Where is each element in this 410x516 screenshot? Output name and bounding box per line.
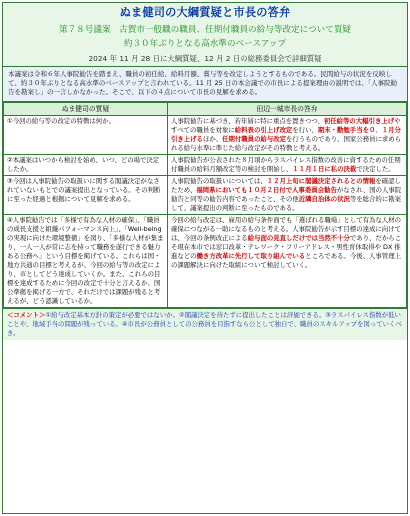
answer-highlight: 初任給等の大幅引き上げ [323, 116, 395, 125]
answer-highlight: １１月１日に私の決裁 [292, 164, 357, 173]
table-row [4, 214, 407, 307]
table-row [4, 175, 407, 214]
answer-text: 人事院勧告の取扱いについては、 [171, 176, 267, 185]
answer-text: ところである。今後、人事管理上の課題解決に向けた取組について検討していく。 [171, 251, 401, 269]
answer-highlight: １２月上旬に閣議決定されるとの情報 [266, 176, 376, 185]
bill-subtitle: 第７８号議案 古賀市一般職の職員、任期付職員の給与等改定について質疑 [58, 25, 352, 35]
answer-highlight: 任期付職員の給与改定 [222, 134, 287, 143]
table-header-row [4, 102, 407, 115]
answer-highlight: 給与面の見直しだけでは当然不十分 [247, 233, 350, 242]
answer-text: を行い、 [292, 125, 318, 134]
answer-text: 等を総合的に勘案して、議案提出の判断に至ったものである。 [171, 194, 401, 212]
page-title: ぬま健司の大綱質疑と市長の答弁 [119, 6, 291, 19]
column-header-answer: 田辺一城市長の答弁 [168, 102, 407, 115]
comment-label: ＜コメント＞ [7, 310, 46, 319]
comment-text: ①給与改定基本方針の策定が必要ではないか。②閣議決定を待たずに提出したことは評価できる。③ラスパイレス指数が低いことや、地域手当の問題が残っている。④市長が公務員としての公務員を目指すなら公として独自で、職員のスキルアップを図っていくべき。 [7, 310, 402, 337]
answer-cell [168, 154, 407, 175]
question-cell: ④人事院勧告では「多様で有為な人材の確保」、「職員の成長支援と組織パフォーマンス向上」、「Well-being の実現に向けた環境整備」を図り、「多様な人材が集まり、一人一人が常に志を持って職務を遂行できる魅力ある公務へ」という目標を掲げている。これらは国・地方共通の目標と考えるが、今回の給与等の改定により、市としてどう達成していくか。また、これらの目標を達成するために今回の改定で十分と言えるか、国公準拠を掲げる一方で、それだけでは課題が残ると考えるが、どう認識しているか。 [4, 214, 168, 307]
answer-text: 人事院勧告が公表された８月頃からラスパイレス指数の改善に資するための任期付職員の給料月額改定等の検討を開始し、 [171, 155, 401, 173]
intro-paragraph: 本議案は令和６年人事院勧告を踏まえ、職員の初任給、給料月額、賞与等を改定しようとするものである。民間給与の状況を反映して、約３０年ぶりとなる高水準のベースアップと言われている。11 月 25 日の本会議での市長による提案理由の説明では、「人事院勧告を勘案し」の一言しかなかった。そこで、以下の４点について市長の見解を求める。 [3, 66, 407, 102]
answer-highlight: 働き方改革に先行して取り組んでいる [196, 251, 306, 260]
date-line: 2024 年 11 月 28 日に大綱質疑、12 月 2 日の総務委員会で詳細質疑 [88, 54, 322, 63]
answer-text: 人事院勧告に基づき、若年層に特に重点を置きつつ、 [171, 116, 324, 125]
answer-highlight: 期末・勤勉手当を０．１月分引き上げる [171, 125, 401, 143]
answer-text: で決定した。 [356, 164, 395, 173]
answer-highlight: 近隣自治体の状況 [298, 194, 350, 203]
column-header-question: ぬま健司の質疑 [4, 102, 168, 115]
answer-highlight: 福岡県においても１０月２日付で人事委員会勧告 [196, 185, 337, 194]
answer-text: を行うものであり、国家公務員に求められる給与水準に準じた給与改定がその特徴と考える。 [171, 134, 402, 152]
report-header [3, 3, 407, 66]
question-cell: ③今回は人事院勧告の取扱いに関する閣議決定がなされていないもとでの議案提出となっている。その判断に至った経過と根拠について見解を求める。 [4, 175, 168, 214]
bill-tagline: 約３０年ぶりとなる高水準のベースアップ [123, 39, 287, 49]
answer-text: であり、だからこそ現在本市では窓口改革・テレワーク・フリーアドレス・男性育休取得や DX 推進などの [171, 233, 402, 260]
report-page [2, 2, 408, 514]
answer-text: 今回の給与改定は、雇用の給与条件面でも「選ばれる職場」として有為な人材の確保につながる一助になるものと考える。人事院勧告が示す目標の達成に向けては、今回の条例改正による [171, 215, 402, 242]
answer-cell [168, 115, 407, 154]
answer-cell [168, 175, 407, 214]
table-row [4, 115, 407, 154]
answer-text: ほか、 [202, 134, 223, 143]
question-cell: ①今回の給与等の改定の特徴は何か。 [4, 115, 168, 154]
answer-text: を確認したため、 [171, 176, 401, 194]
comment-box [3, 308, 407, 340]
qa-table-body [4, 115, 407, 307]
qa-table [3, 102, 407, 308]
answer-text: やすべての職員を対象に [171, 116, 401, 134]
answer-text: がなされ、国の人事院勧告と同等の勧告内容であったこと、その他 [171, 185, 402, 203]
question-cell: ②本議案はいつから検討を始め、いつ、どの場で決定したか。 [4, 154, 168, 175]
answer-cell [168, 214, 407, 307]
table-row [4, 154, 407, 175]
answer-highlight: 給料表の引上げ改定 [234, 125, 293, 134]
